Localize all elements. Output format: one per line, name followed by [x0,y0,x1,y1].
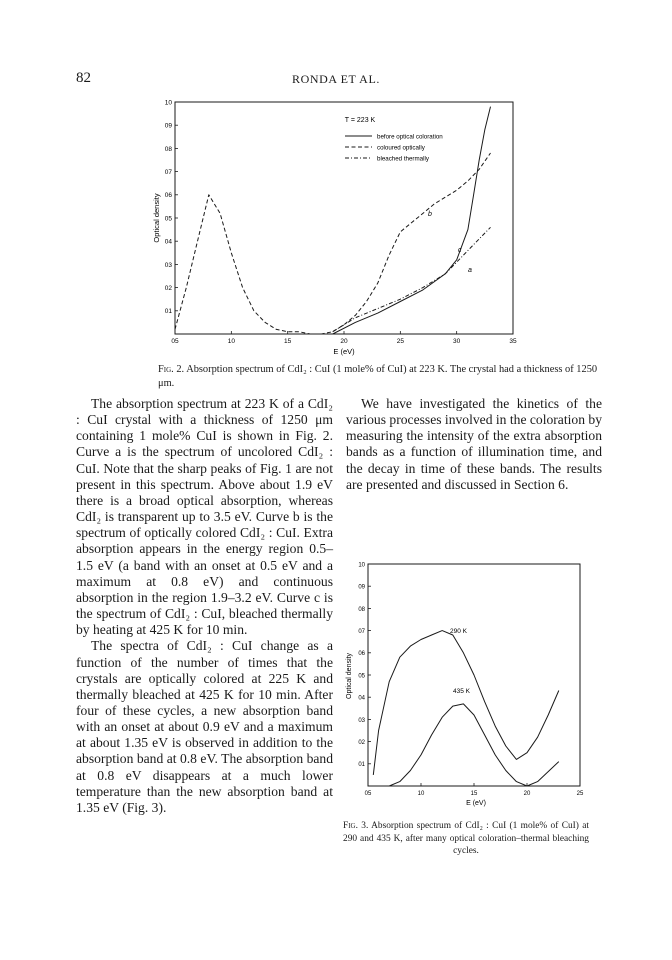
curve-label-c: c [458,247,462,254]
y-tick-label: 05 [164,215,172,223]
body-column-right [346,396,602,493]
x-tick-label: 15 [284,338,292,345]
y-tick-label: 09 [358,584,365,591]
y-tick-label: 05 [358,673,365,680]
fig2-plot-frame [175,102,513,334]
page-number: 82 [76,70,91,86]
series-line-0 [373,631,559,775]
x-tick-label: 15 [470,791,478,797]
y-tick-label: 10 [164,99,172,107]
y-tick-label: 01 [164,308,172,316]
y-tick-label: 04 [164,238,172,246]
figure-3-caption [343,820,589,858]
y-tick-label: 01 [358,762,365,769]
fig2-y-axis-label: Optical density [152,193,161,243]
y-tick-label: 08 [164,145,172,153]
series-line-1 [368,704,559,786]
x-tick-label: 05 [364,791,372,797]
x-tick-label: 20 [340,338,348,345]
paragraph: The spectra of CdI₂ : CuI change as a function of the number of times that the crystals are optically colored at 225 K and thermally bleached at 425 K for 10 min. After four of these cycles, a new absorption band with an onset at about 0.9 eV and a maximum at about 1.35 eV is observed in addition to the absorption band at 0.8 eV. The absorption band at 0.8 eV disappears at a much lower temperature than the new absorption band at 1.35 eV (Fig. 3). [76,638,333,815]
x-tick-label: 25 [576,791,584,797]
fig3-x-axis-label: E (eV) [466,800,486,807]
fig2-temperature-label: T = 223 K [344,117,376,124]
y-tick-label: 08 [358,606,365,613]
fig3-caption-lead: Fig. 3. [343,821,369,831]
x-tick-label: 20 [523,791,531,797]
y-tick-label: 07 [358,629,365,635]
y-tick-label: 03 [164,261,172,269]
paragraph: The absorption spectrum at 223 K of a CdI₂ : CuI crystal with a thickness of 1250 μm containing 1 mole% CuI is shown in Fig. 2. Curve a is the spectrum of uncolored CdI₂ : CuI. Note that the sharp peaks of Fig. 1 are not present in this spectrum. Above about 1.9 eV there is a broad optical absorption, whereas CdI₂ is transparent up to 3.5 eV. Curve b is the spectrum of optically colored CdI₂ : CuI. Extra absorption appears in the energy region 0.5–1.5 eV (a band with an onset at 0.5 eV and a maximum at 0.8 eV) and continuous absorption in the region 1.9–3.2 eV. Curve c is the spectrum of CdI₂ : CuI, bleached thermally by heating at 425 K for 10 min. [76,396,333,638]
figure-3-chart [338,556,590,812]
series-line-c [333,227,491,331]
fig2-x-axis-label: E (eV) [333,347,355,356]
y-tick-label: 09 [164,122,172,130]
series-line-b [175,153,491,334]
figure-2-caption [158,363,598,391]
y-tick-label: 02 [164,285,172,292]
x-tick-label: 25 [396,338,404,345]
curve-label-b: b [428,211,432,218]
fig2-legend [345,134,443,163]
legend-dashdot-label: bleached thermally [377,155,429,163]
legend-dashed-label: coloured optically [377,144,425,152]
fig3-series-label-290k: 290 K [450,628,467,635]
y-tick-label: 06 [358,651,365,658]
y-tick-label: 06 [164,192,172,200]
running-head: RONDA ET AL. [292,72,380,86]
fig2-caption-text: Absorption spectrum of CdI₂ : CuI (1 mole% of CuI) at 223 K. The crystal had a thickness of 1250 μm. [158,364,598,389]
y-tick-label: 03 [358,717,365,724]
x-tick-label: 35 [509,338,517,345]
series-line-a [333,107,491,334]
x-tick-label: 30 [453,338,461,345]
fig3-y-axis-label: Optical density [346,653,353,699]
paragraph: We have investigated the kinetics of the various processes involved in the coloration by measuring the intensity of the extra absorption bands as a function of illumination time, and the decay in time of these bands. The results are presented and discussed in Section 6. [346,396,602,492]
curve-label-a: a [468,267,472,274]
x-tick-label: 10 [227,338,235,345]
fig3-series-label-435k: 435 K [453,688,470,695]
legend-solid-label: before optical coloration [377,133,443,141]
fig3-caption-text: Absorption spectrum of CdI₂ : CuI (1 mole% of CuI) at 290 and 435 K, after many optical coloration–thermal bleaching cycles. [343,821,589,856]
body-column-left [76,396,333,816]
x-tick-label: 10 [417,791,425,797]
y-tick-label: 10 [358,562,365,569]
y-tick-label: 07 [164,169,172,176]
y-tick-label: 02 [358,740,365,746]
x-tick-label: 05 [171,338,179,345]
y-tick-label: 04 [358,695,365,702]
figure-2-chart [150,94,550,359]
fig2-caption-lead: Fig. 2. [158,364,185,375]
